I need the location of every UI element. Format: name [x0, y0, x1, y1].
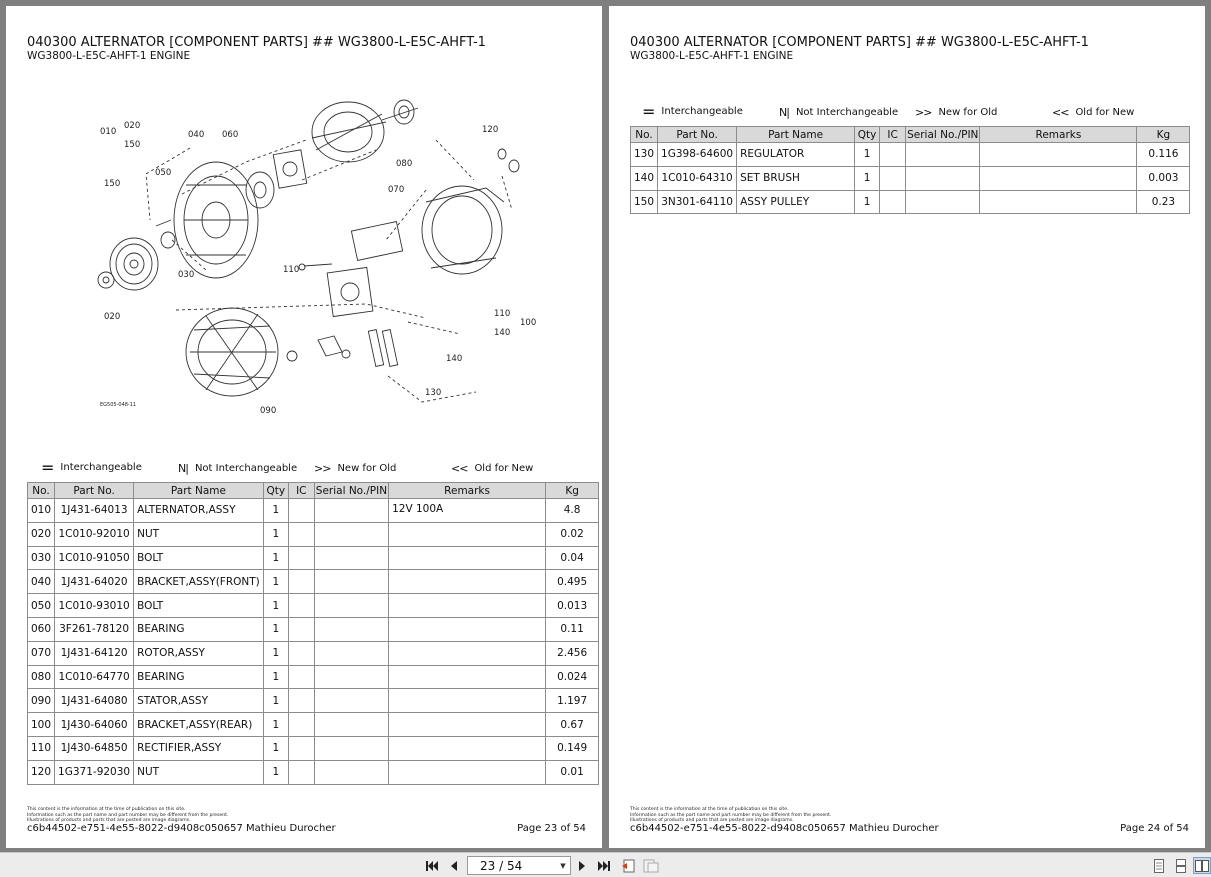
- column-header: Qty: [855, 127, 880, 143]
- cell-serial: [314, 641, 388, 665]
- legend-interchangeable: = Interchangeable: [642, 101, 743, 121]
- page-subtitle: WG3800-L-E5C-AHFT-1 ENGINE: [27, 50, 191, 62]
- cell-qty: 1: [855, 190, 880, 214]
- cell-weight: 0.67: [546, 713, 599, 737]
- cell-remarks: [389, 594, 546, 618]
- cell-remarks: [980, 143, 1137, 167]
- go-back-icon[interactable]: [620, 857, 638, 874]
- legend-new-for-old: >> New for Old: [915, 106, 998, 119]
- cell-part-name: NUT: [134, 760, 264, 784]
- column-header: Kg: [1137, 127, 1190, 143]
- diagram-callout: 020: [104, 312, 121, 322]
- cell-part-name: REGULATOR: [737, 143, 855, 167]
- double-chevron-left-icon: <<: [451, 462, 468, 475]
- cell-part-number: 1J430-64060: [55, 713, 134, 737]
- parts-table: [27, 482, 599, 785]
- cell-serial: [314, 665, 388, 689]
- cell-part-number: 1C010-64310: [658, 166, 737, 190]
- cell-part-number: 1G398-64600: [658, 143, 737, 167]
- diagram-callout: 070: [388, 185, 405, 195]
- legend-not-interchangeable: N| Not Interchangeable: [779, 106, 899, 119]
- cell-number: 050: [28, 594, 55, 618]
- cell-remarks: [389, 736, 546, 760]
- legend-interchangeable: = Interchangeable: [41, 457, 142, 477]
- column-header: Kg: [546, 483, 599, 499]
- cell-ic: [880, 143, 906, 167]
- cell-number: 020: [28, 522, 55, 546]
- diagram-callout: 050: [155, 168, 172, 178]
- cell-weight: 0.495: [546, 570, 599, 594]
- cell-ic: [288, 546, 314, 570]
- cell-qty: 1: [263, 760, 288, 784]
- cell-part-number: 1G371-92030: [55, 760, 134, 784]
- column-header: Remarks: [389, 483, 546, 499]
- cell-number: 110: [28, 736, 55, 760]
- go-forward-icon[interactable]: [642, 857, 660, 874]
- cell-weight: 0.013: [546, 594, 599, 618]
- cell-weight: 0.23: [1137, 190, 1190, 214]
- cell-part-name: SET BRUSH: [737, 166, 855, 190]
- cell-remarks: [389, 641, 546, 665]
- table-row: [28, 546, 599, 570]
- diagram-callout: 060: [222, 130, 239, 140]
- cell-part-number: 1J430-64850: [55, 736, 134, 760]
- page-number-input[interactable]: 23 / 54 ▼: [467, 856, 571, 875]
- legend-old-for-new: << Old for New: [451, 462, 534, 475]
- cell-ic: [288, 760, 314, 784]
- page-title: 040300 ALTERNATOR [COMPONENT PARTS] ## WG3800-L-E5C-AHFT-1: [630, 35, 1089, 50]
- brush-illustration: [287, 330, 398, 367]
- footer-document-id: c6b44502-e751-4e55-8022-d9408c050657 Mathieu Durocher: [27, 823, 336, 834]
- cell-qty: 1: [263, 713, 288, 737]
- chevron-down-icon[interactable]: ▼: [560, 861, 566, 870]
- cell-part-name: STATOR,ASSY: [134, 689, 264, 713]
- table-row: [28, 760, 599, 784]
- diagram-callout: 120: [482, 125, 499, 135]
- cell-number: 130: [631, 143, 658, 167]
- footer-page-number: Page 23 of 54: [517, 823, 586, 834]
- diagram-callout: 020: [124, 121, 141, 131]
- legend-new-for-old: >> New for Old: [314, 462, 397, 475]
- table-header-row: [28, 483, 599, 499]
- table-row: [28, 689, 599, 713]
- not-interchangeable-icon: N|: [178, 462, 188, 475]
- table-row: [28, 522, 599, 546]
- page-subtitle: WG3800-L-E5C-AHFT-1 ENGINE: [630, 50, 794, 62]
- table-row: [631, 190, 1190, 214]
- page-23: [6, 6, 602, 848]
- diagram-code: EG505-048-11: [100, 402, 137, 408]
- cell-qty: 1: [263, 499, 288, 523]
- cell-part-name: BRACKET,ASSY(REAR): [134, 713, 264, 737]
- cell-part-number: 1J431-64020: [55, 570, 134, 594]
- cell-part-number: 1J431-64120: [55, 641, 134, 665]
- cell-part-name: RECTIFIER,ASSY: [134, 736, 264, 760]
- last-page-icon[interactable]: [595, 857, 613, 874]
- viewer-toolbar: [0, 852, 1211, 877]
- cell-serial: [314, 594, 388, 618]
- not-interchangeable-icon: N|: [779, 106, 789, 119]
- diagram-callout: 140: [494, 328, 511, 338]
- equals-icon: =: [41, 457, 54, 477]
- table-row: [28, 499, 599, 523]
- diagram-callout: 110: [494, 309, 511, 319]
- cell-part-name: BRACKET,ASSY(FRONT): [134, 570, 264, 594]
- diagram-callout: 150: [124, 140, 141, 150]
- table-row: [28, 617, 599, 641]
- cell-serial: [314, 713, 388, 737]
- cell-qty: 1: [263, 617, 288, 641]
- double-chevron-left-icon: <<: [1052, 106, 1069, 119]
- cell-serial: [314, 736, 388, 760]
- cell-part-number: 1C010-92010: [55, 522, 134, 546]
- diagram-callout: 150: [104, 179, 121, 189]
- diagram-callout: 110: [283, 265, 300, 275]
- cell-number: 060: [28, 617, 55, 641]
- diagram-callout: 090: [260, 406, 277, 416]
- cell-part-name: BEARING: [134, 665, 264, 689]
- cell-weight: 1.197: [546, 689, 599, 713]
- cell-qty: 1: [263, 522, 288, 546]
- cell-number: 150: [631, 190, 658, 214]
- cell-part-name: BOLT: [134, 546, 264, 570]
- legend-not-interchangeable: N| Not Interchangeable: [178, 462, 298, 475]
- cell-remarks: [389, 713, 546, 737]
- disclaimer: This content is the information at the time of publication on this site. Information such as the part name and part number may be different from the present. Illustrations of products and parts that are posted are image diagrams.: [27, 807, 229, 824]
- parts-table-body: [28, 499, 599, 785]
- single-page-view-icon[interactable]: [1150, 857, 1168, 874]
- table-row: [631, 166, 1190, 190]
- cell-ic: [880, 190, 906, 214]
- diagram-callout: 140: [446, 354, 463, 364]
- cell-number: 100: [28, 713, 55, 737]
- table-row: [28, 736, 599, 760]
- rotor-illustration: [312, 100, 418, 162]
- cell-qty: 1: [855, 166, 880, 190]
- cell-qty: 1: [263, 689, 288, 713]
- table-row: [28, 665, 599, 689]
- exploded-parts-diagram: [86, 90, 536, 416]
- cell-qty: 1: [263, 641, 288, 665]
- stator-illustration: [186, 308, 278, 396]
- column-header: Part Name: [134, 483, 264, 499]
- cell-part-number: 1C010-93010: [55, 594, 134, 618]
- rectifier-illustration: [299, 222, 403, 317]
- column-header: Serial No./PIN: [907, 128, 979, 141]
- cell-number: 030: [28, 546, 55, 570]
- column-header: No.: [631, 127, 658, 143]
- cell-serial: [314, 689, 388, 713]
- cell-number: 090: [28, 689, 55, 713]
- cell-serial: [906, 143, 980, 167]
- cell-serial: [314, 570, 388, 594]
- cell-ic: [288, 594, 314, 618]
- cell-qty: 1: [263, 570, 288, 594]
- cell-weight: 4.8: [546, 499, 599, 523]
- table-row: [631, 143, 1190, 167]
- cell-part-number: 3F261-78120: [55, 617, 134, 641]
- cell-serial: [314, 617, 388, 641]
- cell-number: 010: [28, 499, 55, 523]
- page-24: [609, 6, 1205, 848]
- cell-part-number: 3N301-64110: [658, 190, 737, 214]
- footer-document-id: c6b44502-e751-4e55-8022-d9408c050657 Mathieu Durocher: [630, 823, 939, 834]
- cell-remarks: [980, 190, 1137, 214]
- cell-weight: 0.04: [546, 546, 599, 570]
- diagram-callout: 100: [520, 318, 536, 328]
- cell-remarks: [980, 166, 1137, 190]
- footer-page-number: Page 24 of 54: [1120, 823, 1189, 834]
- cell-part-name: ASSY PULLEY: [737, 190, 855, 214]
- cell-ic: [288, 570, 314, 594]
- cell-ic: [880, 166, 906, 190]
- cell-qty: 1: [263, 665, 288, 689]
- cell-qty: 1: [263, 546, 288, 570]
- diagram-callout: 130: [425, 388, 442, 398]
- cell-number: 120: [28, 760, 55, 784]
- cell-weight: 0.01: [546, 760, 599, 784]
- column-header: Part Name: [737, 127, 855, 143]
- cell-number: 080: [28, 665, 55, 689]
- table-row: [28, 641, 599, 665]
- cell-ic: [288, 665, 314, 689]
- cell-ic: [288, 499, 314, 523]
- double-chevron-right-icon: >>: [915, 106, 932, 119]
- diagram-callout: 080: [396, 159, 413, 169]
- cell-serial: [314, 760, 388, 784]
- cell-remarks: [389, 570, 546, 594]
- cell-remarks: [389, 689, 546, 713]
- cell-remarks: 12V 100A: [389, 499, 546, 523]
- double-chevron-right-icon: >>: [314, 462, 331, 475]
- table-row: [28, 713, 599, 737]
- cell-part-name: ALTERNATOR,ASSY: [134, 499, 264, 523]
- cell-weight: 0.149: [546, 736, 599, 760]
- cell-remarks: [389, 522, 546, 546]
- legend: [18, 457, 578, 478]
- column-header: Qty: [263, 483, 288, 499]
- table-row: [28, 594, 599, 618]
- pulley-illustration: [98, 238, 158, 290]
- cell-ic: [288, 641, 314, 665]
- cell-weight: 0.116: [1137, 143, 1190, 167]
- cell-part-name: BOLT: [134, 594, 264, 618]
- cell-part-name: NUT: [134, 522, 264, 546]
- cell-qty: 1: [855, 143, 880, 167]
- column-header: Part No.: [55, 483, 134, 499]
- column-header: No.: [28, 483, 55, 499]
- prev-page-icon[interactable]: [445, 857, 463, 874]
- first-page-icon[interactable]: [423, 857, 441, 874]
- table-header-row: [631, 127, 1190, 143]
- cell-remarks: [389, 617, 546, 641]
- cell-weight: 0.11: [546, 617, 599, 641]
- cell-part-name: ROTOR,ASSY: [134, 641, 264, 665]
- cell-part-name: BEARING: [134, 617, 264, 641]
- column-header: Remarks: [980, 127, 1137, 143]
- column-header: IC: [880, 127, 906, 143]
- column-header: Part No.: [658, 127, 737, 143]
- table-row: [28, 570, 599, 594]
- cell-serial: [314, 546, 388, 570]
- cell-number: 040: [28, 570, 55, 594]
- cell-part-number: 1J431-64080: [55, 689, 134, 713]
- cell-serial: [314, 522, 388, 546]
- column-header: Serial No./PIN: [315, 484, 388, 497]
- cell-number: 070: [28, 641, 55, 665]
- cell-part-number: 1C010-64770: [55, 665, 134, 689]
- equals-icon: =: [642, 101, 655, 121]
- cell-weight: 0.003: [1137, 166, 1190, 190]
- cell-remarks: [389, 546, 546, 570]
- two-page-view-icon[interactable]: [1193, 857, 1211, 874]
- diagram-callout: 010: [100, 127, 117, 137]
- cell-part-number: 1C010-91050: [55, 546, 134, 570]
- column-header: IC: [288, 483, 314, 499]
- rear-bracket-illustration: [422, 149, 519, 274]
- cell-ic: [288, 617, 314, 641]
- cell-number: 140: [631, 166, 658, 190]
- cell-weight: 2.456: [546, 641, 599, 665]
- page-title: 040300 ALTERNATOR [COMPONENT PARTS] ## WG3800-L-E5C-AHFT-1: [27, 35, 486, 50]
- cell-part-number: 1J431-64013: [55, 499, 134, 523]
- parts-table: [630, 126, 1190, 214]
- legend: [621, 101, 1181, 122]
- legend-old-for-new: << Old for New: [1052, 106, 1135, 119]
- cell-ic: [288, 713, 314, 737]
- parts-table-body: [631, 143, 1190, 214]
- cell-remarks: [389, 665, 546, 689]
- cell-serial: [906, 166, 980, 190]
- next-page-icon[interactable]: [573, 857, 591, 874]
- cell-qty: 1: [263, 594, 288, 618]
- cell-serial: [314, 499, 388, 523]
- cell-ic: [288, 522, 314, 546]
- cell-remarks: [389, 760, 546, 784]
- cell-ic: [288, 736, 314, 760]
- cell-serial: [906, 190, 980, 214]
- cell-weight: 0.024: [546, 665, 599, 689]
- cell-weight: 0.02: [546, 522, 599, 546]
- cell-ic: [288, 689, 314, 713]
- cell-qty: 1: [263, 736, 288, 760]
- continuous-view-icon[interactable]: [1172, 857, 1190, 874]
- diagram-callout: 030: [178, 270, 195, 280]
- disclaimer: This content is the information at the time of publication on this site. Information such as the part name and part number may be different from the present. Illustrations of products and parts that are posted are image diagrams.: [630, 807, 832, 824]
- diagram-callout: 040: [188, 130, 205, 140]
